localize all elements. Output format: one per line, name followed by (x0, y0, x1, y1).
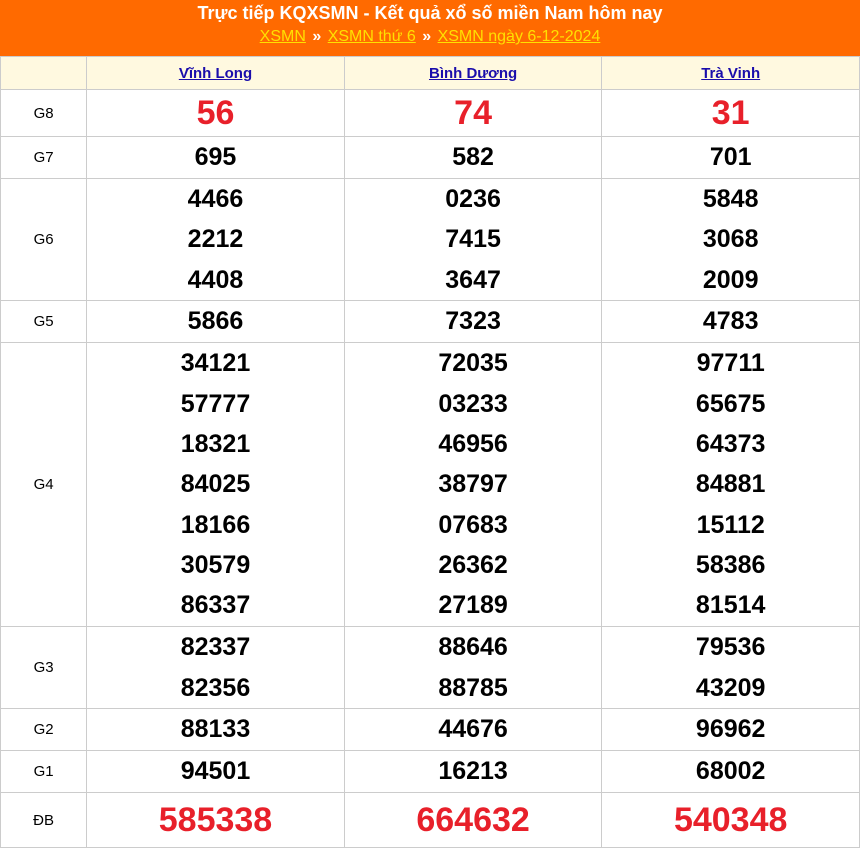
result-cell (344, 709, 602, 751)
result-number: 4408 (187, 265, 244, 294)
result-number: 5866 (187, 307, 244, 336)
page-header (0, 0, 860, 56)
breadcrumb-separator: » (422, 28, 432, 45)
result-cell (87, 137, 345, 179)
prize-row (1, 793, 860, 848)
result-number: 0236 (445, 185, 501, 214)
result-number: 03233 (438, 389, 508, 418)
prize-row (1, 179, 860, 301)
result-number: 31 (711, 94, 750, 132)
result-number: 30579 (180, 550, 251, 579)
result-cell (602, 301, 860, 343)
result-cell (602, 343, 860, 627)
result-number: 79536 (695, 633, 766, 662)
result-cell (602, 793, 860, 848)
prize-label: ĐB (1, 793, 87, 848)
result-number: 34121 (180, 349, 251, 378)
result-number: 72035 (438, 349, 508, 378)
province-link-tra-vinh[interactable]: Trà Vinh (701, 64, 761, 82)
corner-cell (1, 57, 87, 90)
result-cell (87, 343, 345, 627)
result-number: 5848 (702, 185, 759, 214)
result-cell (344, 627, 602, 709)
prize-label: G6 (1, 179, 87, 301)
breadcrumb-link-xsmn[interactable]: XSMN (259, 28, 306, 45)
result-number: 7323 (445, 307, 501, 336)
result-number: 68002 (695, 757, 766, 786)
result-number: 56 (196, 94, 235, 132)
result-number: 74 (454, 94, 492, 132)
prize-label: G3 (1, 627, 87, 709)
results-table (0, 56, 860, 848)
result-cell (87, 90, 345, 137)
breadcrumb (0, 26, 860, 48)
result-number: 38797 (438, 470, 508, 499)
breadcrumb-link-xsmn-weekday[interactable]: XSMN thứ 6 (327, 28, 416, 45)
result-number: 540348 (673, 801, 788, 839)
prize-label: G1 (1, 751, 87, 793)
result-cell (344, 343, 602, 627)
province-link-vinh-long[interactable]: Vĩnh Long (178, 64, 253, 82)
result-number: 27189 (438, 591, 508, 620)
result-number: 3647 (445, 265, 501, 294)
result-number: 81514 (695, 591, 766, 620)
prize-label: G4 (1, 343, 87, 627)
result-number: 15112 (696, 510, 765, 539)
prize-row (1, 90, 860, 137)
province-header (602, 57, 860, 90)
breadcrumb-link-xsmn-date[interactable]: XSMN ngày 6-12-2024 (437, 28, 601, 45)
prize-label: G2 (1, 709, 87, 751)
prize-row (1, 137, 860, 179)
result-number: 96962 (695, 715, 766, 744)
result-number: 84881 (695, 470, 766, 499)
result-cell (87, 751, 345, 793)
result-number: 88646 (438, 633, 508, 662)
prize-row (1, 301, 860, 343)
result-number: 695 (194, 143, 237, 172)
result-cell (87, 301, 345, 343)
result-number: 86337 (180, 591, 251, 620)
result-cell (602, 751, 860, 793)
result-number: 82356 (180, 673, 251, 702)
result-cell (87, 627, 345, 709)
result-number: 43209 (695, 673, 766, 702)
result-number: 64373 (695, 430, 766, 459)
result-number: 585338 (158, 801, 273, 839)
result-cell (602, 137, 860, 179)
result-cell (344, 90, 602, 137)
result-number: 18321 (180, 430, 251, 459)
result-number: 82337 (180, 633, 251, 662)
result-cell (602, 627, 860, 709)
result-number: 664632 (416, 801, 530, 839)
result-number: 26362 (438, 550, 508, 579)
result-cell (602, 179, 860, 301)
prize-label: G8 (1, 90, 87, 137)
result-number: 16213 (438, 757, 508, 786)
prize-row (1, 709, 860, 751)
result-number: 2212 (187, 225, 244, 254)
province-header-row (1, 57, 860, 90)
result-number: 84025 (180, 470, 251, 499)
result-number: 44676 (438, 715, 508, 744)
province-header (344, 57, 602, 90)
result-number: 88785 (438, 673, 508, 702)
result-number: 94501 (180, 757, 251, 786)
result-number: 07683 (438, 510, 508, 539)
result-cell (87, 793, 345, 848)
result-number: 18166 (180, 510, 251, 539)
province-header (87, 57, 345, 90)
result-number: 4466 (187, 185, 244, 214)
result-number: 88133 (180, 715, 251, 744)
result-number: 701 (709, 143, 752, 172)
result-cell (87, 179, 345, 301)
breadcrumb-separator: » (312, 28, 322, 45)
result-number: 4783 (702, 307, 759, 336)
prize-row (1, 627, 860, 709)
result-number: 582 (452, 143, 494, 172)
result-number: 2009 (702, 265, 759, 294)
prize-row (1, 343, 860, 627)
result-cell (602, 90, 860, 137)
result-number: 65675 (695, 389, 766, 418)
result-cell (344, 751, 602, 793)
result-number: 46956 (438, 430, 508, 459)
result-cell (344, 301, 602, 343)
result-cell (87, 709, 345, 751)
result-number: 58386 (695, 550, 766, 579)
result-number: 3068 (702, 225, 759, 254)
result-cell (344, 793, 602, 848)
prize-label: G7 (1, 137, 87, 179)
result-number: 57777 (180, 389, 251, 418)
result-cell (602, 709, 860, 751)
result-number: 97711 (696, 349, 765, 378)
page-title: Trực tiếp KQXSMN - Kết quả xổ số miền Nam hôm nay (197, 3, 663, 23)
prize-label: G5 (1, 301, 87, 343)
prize-row (1, 751, 860, 793)
result-cell (344, 179, 602, 301)
result-number: 7415 (445, 225, 501, 254)
result-cell (344, 137, 602, 179)
province-link-binh-duong[interactable]: Bình Dương (428, 64, 518, 82)
